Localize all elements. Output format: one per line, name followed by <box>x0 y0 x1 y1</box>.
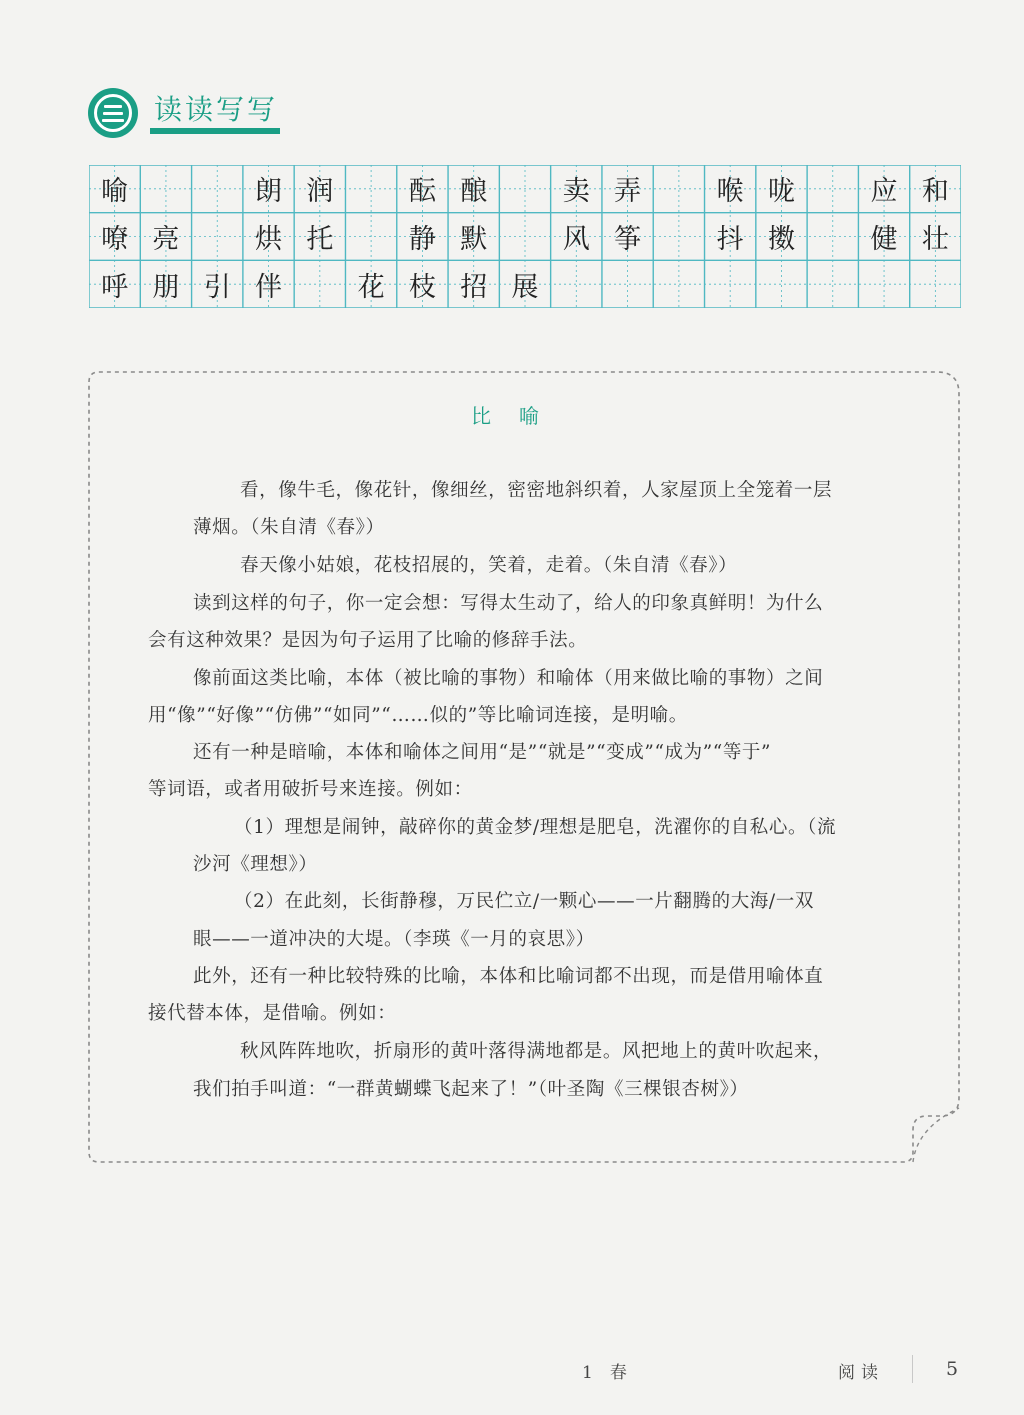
text-line: 会有这种效果？是因为句子运用了比喻的修辞手法。 <box>148 630 588 651</box>
page-number: 5 <box>946 1358 959 1380</box>
grid-char: 卖 <box>562 176 590 208</box>
grid-char: 喉 <box>716 176 744 208</box>
text-line: 此外，还有一种比较特殊的比喻，本体和比喻词都不出现，而是借用喻体直 <box>193 966 824 987</box>
text-line: 看，像牛毛，像花针，像细丝，密密地斜织着，人家屋顶上全笼着一层 <box>240 480 833 501</box>
section-title-underline <box>150 128 280 134</box>
text-line: 像前面这类比喻，本体（被比喻的事物）和喻体（用来做比喻的事物）之间 <box>193 668 824 689</box>
grid-char: 烘 <box>255 223 283 255</box>
grid-char: 默 <box>460 223 488 255</box>
grid-char: 咙 <box>767 176 795 208</box>
text-line: 我们拍手叫道：“一群黄蝴蝶飞起来了！”（叶圣陶《三棵银杏树》） <box>193 1079 749 1100</box>
section-title: 读读写写 <box>154 93 279 126</box>
grid-char: 伴 <box>255 271 283 303</box>
grid-char: 筝 <box>614 223 642 255</box>
box-title: 比喻 <box>471 404 567 428</box>
grid-char: 弄 <box>614 176 642 208</box>
grid-char: 静 <box>408 223 436 255</box>
text-line: 眼——一道冲决的大堤。（李瑛《一月的哀思》） <box>193 929 595 950</box>
character-grid <box>89 165 961 308</box>
text-line: 秋风阵阵地吹，折扇形的黄叶落得满地都是。风把地上的黄叶吹起来， <box>240 1041 833 1062</box>
grid-char: 壮 <box>921 223 949 255</box>
text-line: 还有一种是暗喻，本体和喻体之间用“是”“就是”“变成”“成为”“等于” <box>193 742 772 763</box>
grid-char: 润 <box>306 176 334 208</box>
grid-char: 引 <box>203 271 231 303</box>
grid-char: 酝 <box>408 176 436 208</box>
grid-char: 朗 <box>255 176 283 208</box>
grid-char: 呼 <box>101 271 129 303</box>
text-line: 薄烟。（朱自清《春》） <box>193 517 385 538</box>
text-line: 等词语，或者用破折号来连接。例如： <box>148 779 473 800</box>
grid-char: 喻 <box>101 176 129 208</box>
text-line: 用“像”“好像”“仿佛”“如同”“……似的”等比喻词连接，是明喻。 <box>148 705 688 726</box>
grid-char: 嘹 <box>101 223 129 255</box>
footer-section: 阅读 <box>838 1363 884 1383</box>
grid-char: 招 <box>460 271 488 303</box>
footer-divider <box>912 1355 913 1383</box>
text-line: 读到这样的句子，你一定会想：写得太生动了，给人的印象真鲜明！为什么 <box>193 593 824 614</box>
grid-char: 枝 <box>408 271 436 303</box>
text-line: （2）在此刻，长街静穆，万民伫立/一颗心——一片翻腾的大海/一双 <box>234 891 814 912</box>
grid-char: 托 <box>306 223 334 255</box>
section-number-icon <box>88 88 138 138</box>
grid-char: 酿 <box>460 176 488 208</box>
text-line: （1）理想是闹钟，敲碎你的黄金梦/理想是肥皂，洗濯你的自私心。（流 <box>234 817 837 838</box>
text-line: 沙河《理想》） <box>193 854 318 875</box>
grid-char: 和 <box>921 176 949 208</box>
grid-char: 朋 <box>152 271 180 303</box>
text-line: 接代替本体，是借喻。例如： <box>148 1003 397 1024</box>
grid-char: 擞 <box>767 223 795 255</box>
grid-char: 风 <box>562 223 590 255</box>
grid-char: 亮 <box>152 223 180 255</box>
grid-char: 展 <box>511 271 539 303</box>
grid-char: 健 <box>870 223 898 255</box>
grid-char: 抖 <box>716 223 744 255</box>
grid-char: 花 <box>357 271 385 303</box>
grid-char: 应 <box>870 176 898 208</box>
text-line: 春天像小姑娘，花枝招展的，笑着，走着。（朱自清《春》） <box>240 555 738 576</box>
footer-lesson: 1 春 <box>582 1363 627 1383</box>
